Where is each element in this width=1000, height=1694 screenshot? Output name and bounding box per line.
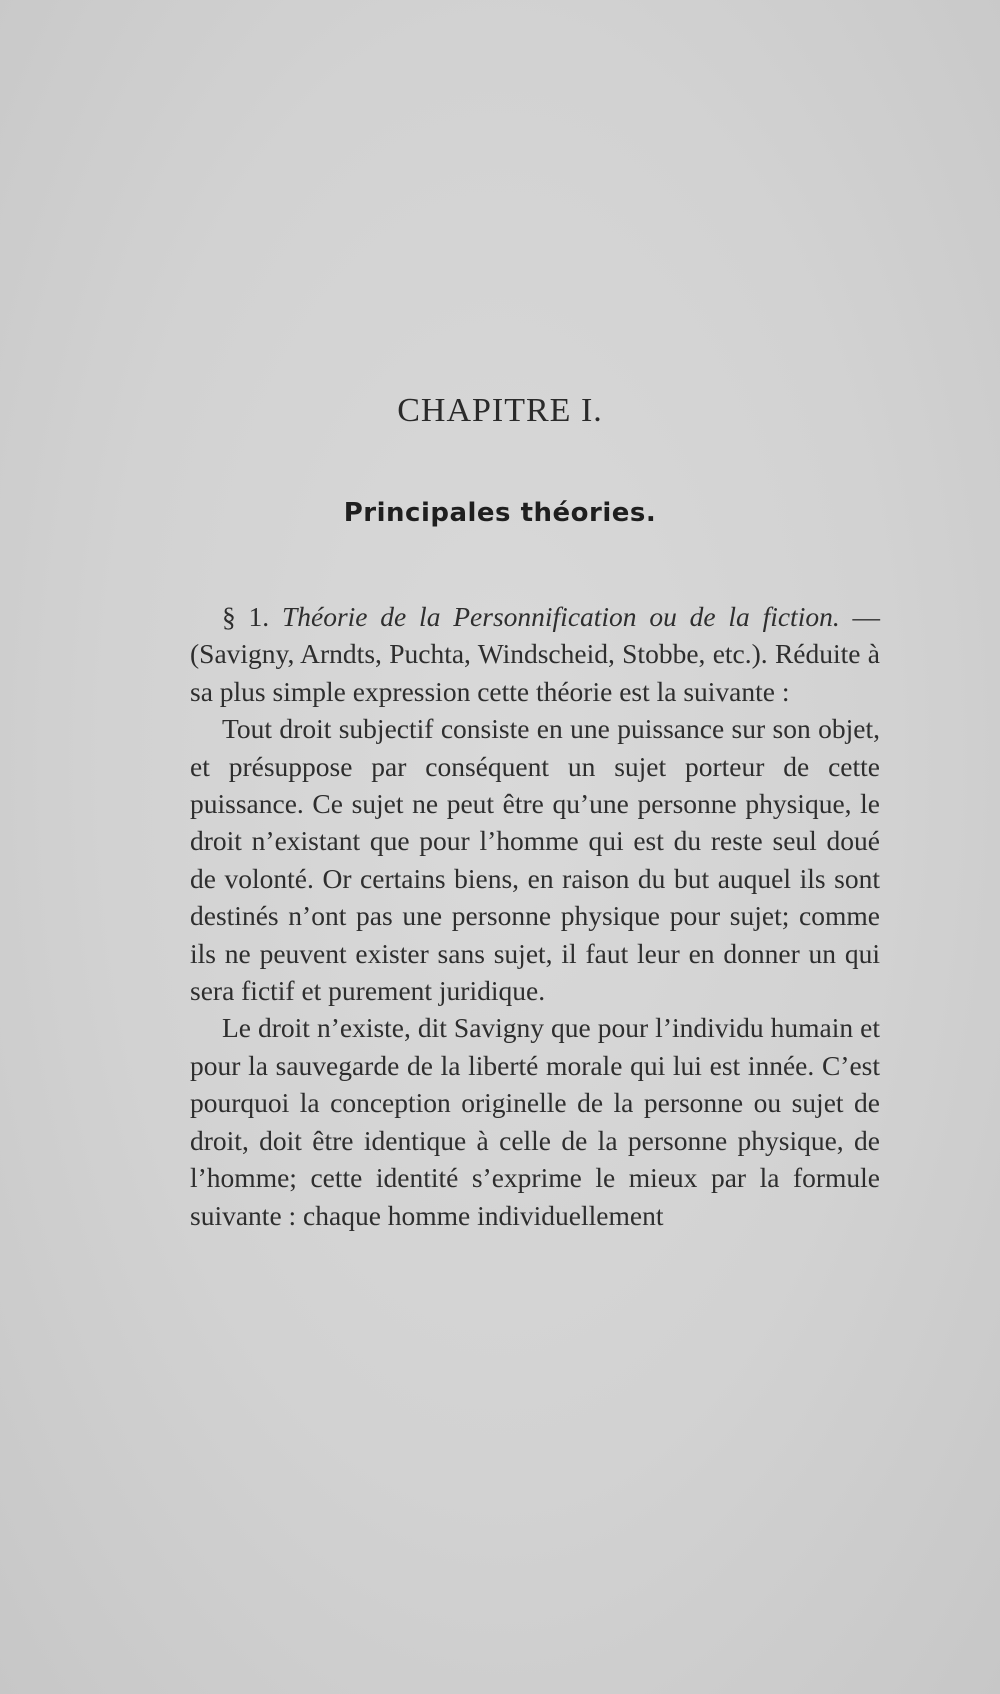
subsection-title: Théorie de la Personnification ou de la fiction. xyxy=(281,601,840,632)
paragraph-2: Le droit n’existe, dit Savigny que pour l’individu humain et pour la sauvegarde de la liberté morale qui lui est innée. C’est pourquoi la conception originelle de la personne ou sujet de droit, doit être identique à celle de la personne physique, de l’homme; cette identité s’exprime le mieux par la formule suivante : chaque homme individuellement xyxy=(190,1012,880,1231)
paragraph-1: Tout droit subjectif consiste en une puissance sur son objet, et présuppose par conséquent un sujet porteur de cette puissance. Ce sujet ne peut être qu’une personne physique, le droit n’existant que pour l’homme qui est du reste seul doué de volonté. Or certains biens, en raison du but auquel ils sont destinés n’ont pas une personne physique pour sujet; comme ils ne peuvent exister sans sujet, il faut leur en donner un qui sera fictif et purement juridique. xyxy=(190,713,880,1007)
chapter-title: CHAPITRE I. xyxy=(397,392,603,429)
subsection-dash: — xyxy=(839,601,881,632)
subsection-intro: Réduite à sa plus simple expression cette théorie est la suivante : xyxy=(190,638,880,707)
subsection-number: § 1. xyxy=(222,601,270,632)
subsection-heading-paragraph xyxy=(190,598,880,710)
body-text xyxy=(190,598,880,1234)
subsection-authors: (Savigny, Arndts, Puchta, Windscheid, Stobbe, etc.). xyxy=(190,638,768,670)
section-title: Principales théories. xyxy=(343,498,657,528)
